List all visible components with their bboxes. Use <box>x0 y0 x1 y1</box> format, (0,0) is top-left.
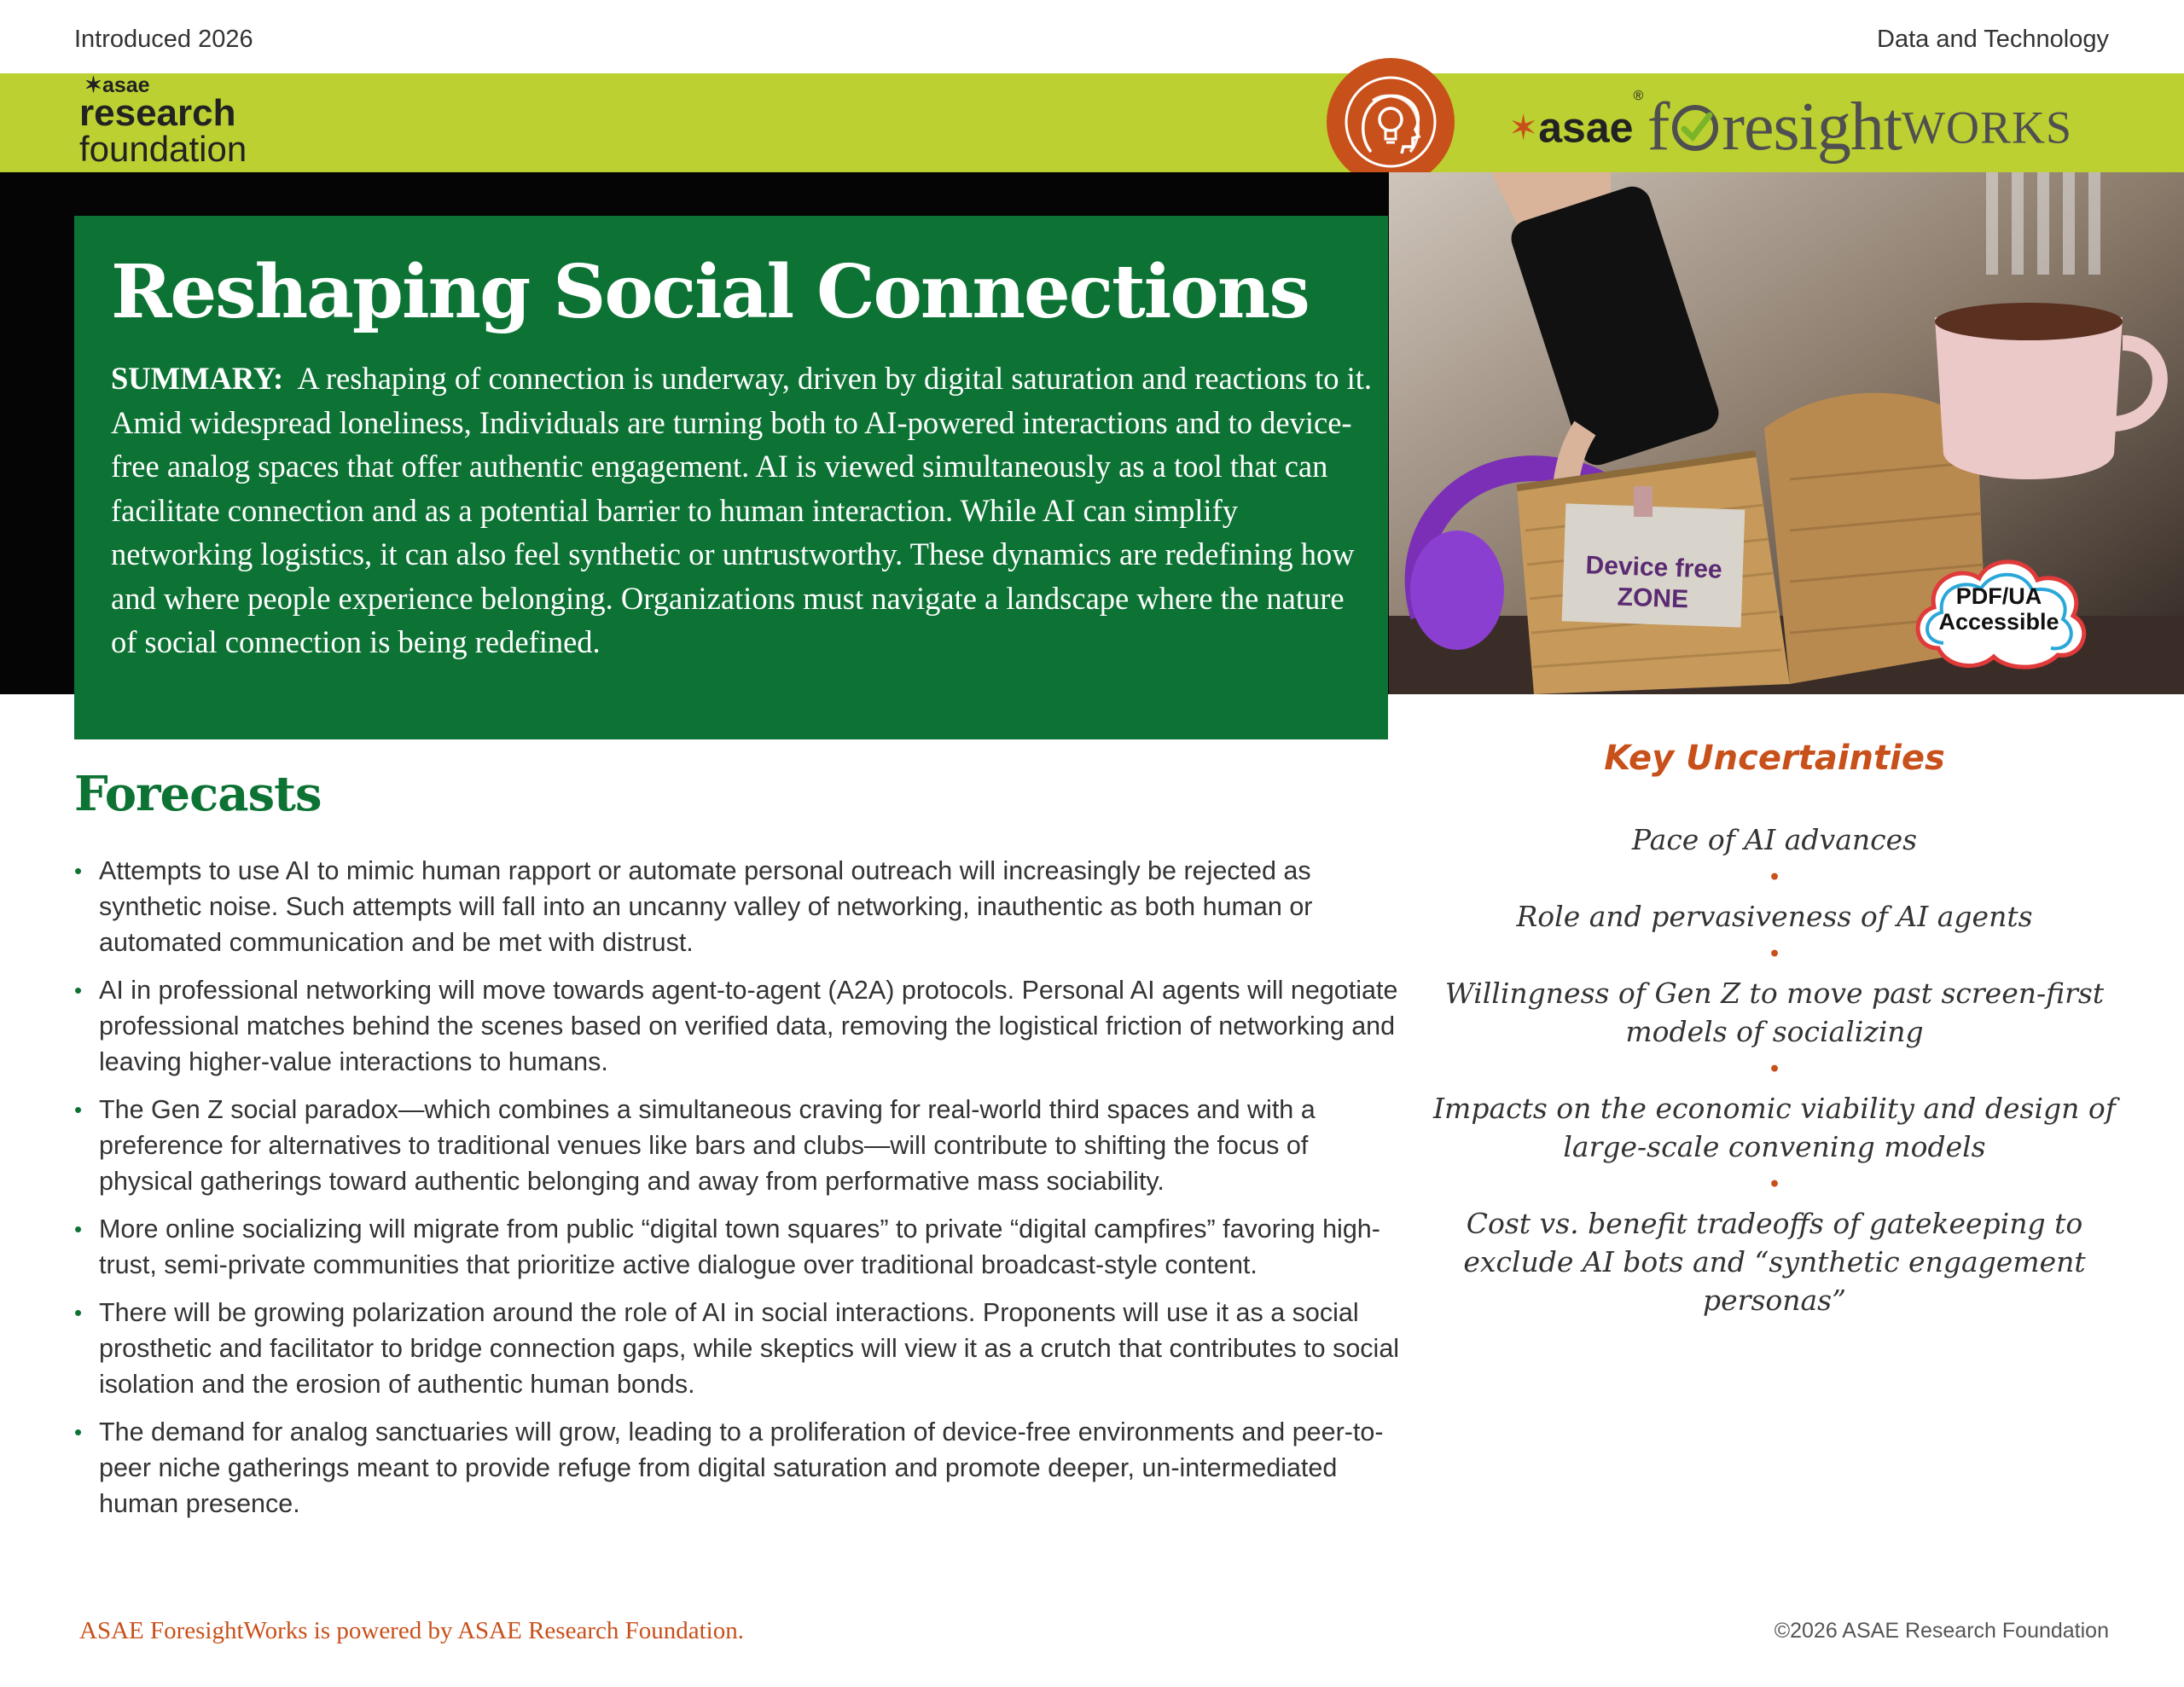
bullet-icon: • <box>74 977 83 1003</box>
key-uncertainties-heading: Key Uncertainties <box>1604 739 1945 778</box>
bullet-icon: • <box>74 858 83 884</box>
fw-works: WORKS <box>1902 101 2073 154</box>
uncertainty-item: Pace of AI advances <box>1631 823 1918 856</box>
separator-dot: • <box>1768 943 1781 965</box>
arf-logo-small: asae <box>102 73 150 97</box>
forecast-text: Attempts to use AI to mimic human rapport or automate personal outreach will increasingly be rejected as synthetic noise. Such attempts will fall into an uncanny valley of networking, inauthentic as both human or automated communication and be met with distrust. <box>99 856 1313 957</box>
footer-powered-by: ASAE ForesightWorks is powered by ASAE Research Foundation. <box>79 1617 744 1644</box>
fw-resight: resight <box>1722 90 1902 165</box>
bullet-icon: • <box>74 1216 83 1242</box>
category-label: Data and Technology <box>1877 26 2109 53</box>
summary-paragraph <box>111 357 1374 664</box>
badge-line-1: PDF/UA <box>1955 583 2042 609</box>
fw-fore: f <box>1647 90 1670 165</box>
arf-star-icon: ✶ <box>84 73 102 97</box>
forecast-item <box>74 1414 1405 1522</box>
bullet-icon: • <box>74 1419 83 1445</box>
introduced-label: Introduced 2026 <box>74 26 253 53</box>
bullet-icon: • <box>74 1097 83 1122</box>
arf-logo-research: research <box>79 92 236 134</box>
asae-research-foundation-logo <box>79 75 247 168</box>
uncertainty-item: Cost vs. benefit tradeoffs of gatekeeping to exclude AI bots and “synthetic engagement personas” <box>1463 1207 2086 1317</box>
separator-dot: • <box>1768 1058 1781 1081</box>
bullet-icon: • <box>74 1300 83 1325</box>
checkmark-circle-icon <box>1670 103 1720 153</box>
separator-dot: • <box>1768 867 1781 889</box>
arf-logo-foundation: foundation <box>79 129 247 169</box>
head-lightbulb-icon <box>1327 58 1455 186</box>
forecast-item <box>74 1092 1405 1199</box>
footer-copyright: ©2026 ASAE Research Foundation <box>1774 1619 2109 1643</box>
forecast-item <box>74 972 1405 1080</box>
sign-line-1: Device free <box>1585 551 1723 584</box>
summary-label: SUMMARY: <box>111 361 284 396</box>
sign-line-2: ZONE <box>1617 583 1689 614</box>
forecast-item <box>74 1295 1405 1402</box>
forecast-text: There will be growing polarization around the role of AI in social interactions. Proponents will use it as a social prosthetic and facilitator to bridge connection gaps, while skeptics will view it as a crutch that contributes to social isolation and the erosion of authentic human bonds. <box>99 1298 1400 1399</box>
forecast-text: The demand for analog sanctuaries will grow, leading to a proliferation of device-free environments and peer-to-peer niche gatherings meant to provide refuge from digital saturation and promote deeper, un-intermediated human presence. <box>99 1417 1384 1518</box>
uncertainty-item: Impacts on the economic viability and design of large-scale convening models <box>1433 1092 2116 1163</box>
pdf-ua-badge <box>1904 546 2094 674</box>
forecasts-heading: Forecasts <box>74 766 322 822</box>
page-title: Reshaping Social Connections <box>111 249 1309 335</box>
forecast-item <box>74 1211 1405 1283</box>
asae-star-icon: ✶ <box>1508 107 1539 148</box>
forecast-item <box>74 853 1405 960</box>
forecast-text: The Gen Z social paradox—which combines a simultaneous craving for real-world third spaces and with a preference for alternatives to traditional venues like bars and clubs—will contribute to shifting the focus of physical gatherings toward authentic belonging and away from performative mass sociability. <box>99 1095 1316 1196</box>
badge-line-2: Accessible <box>1938 609 2059 635</box>
fw-asae: asae <box>1538 103 1634 152</box>
forecast-text: More online socializing will migrate from public “digital town squares” to private “digital campfires” favoring high-trust, semi-private communities that prioritize active dialogue over traditional broadcast-style content. <box>99 1215 1380 1279</box>
uncertainty-item: Willingness of Gen Z to move past screen-first models of socializing <box>1444 977 2105 1048</box>
summary-text: A reshaping of connection is underway, driven by digital saturation and reactions to it. Amid widespread loneliness, Individuals are turning both to AI-powered interactions and to device-free analog spaces that offer authentic engagement. AI is viewed simultaneously as a tool that can facilitate connection and as a potential barrier to human interaction. While AI can simplify networking logistics, it can also feel synthetic or untrustworthy. These dynamics are redefining how and where people experience belonging. Organizations must navigate a landscape where the nature of social connection is being redefined. <box>111 361 1373 659</box>
topic-circle <box>1327 58 1455 186</box>
foresightworks-logo: ✶asae® f resightWORKS <box>1508 89 2073 165</box>
forecast-text: AI in professional networking will move towards agent-to-agent (A2A) protocols. Personal AI agents will negotiate professional matches behind the scenes based on verified data, removing the logistical friction of networking and leaving higher-value interactions to humans. <box>99 976 1398 1076</box>
separator-dot: • <box>1768 1174 1781 1196</box>
uncertainty-item: Role and pervasiveness of AI agents <box>1516 900 2033 933</box>
device-free-sign <box>1563 549 1744 617</box>
uncertainty-list <box>1416 820 2133 1319</box>
forecast-list <box>74 853 1405 1533</box>
